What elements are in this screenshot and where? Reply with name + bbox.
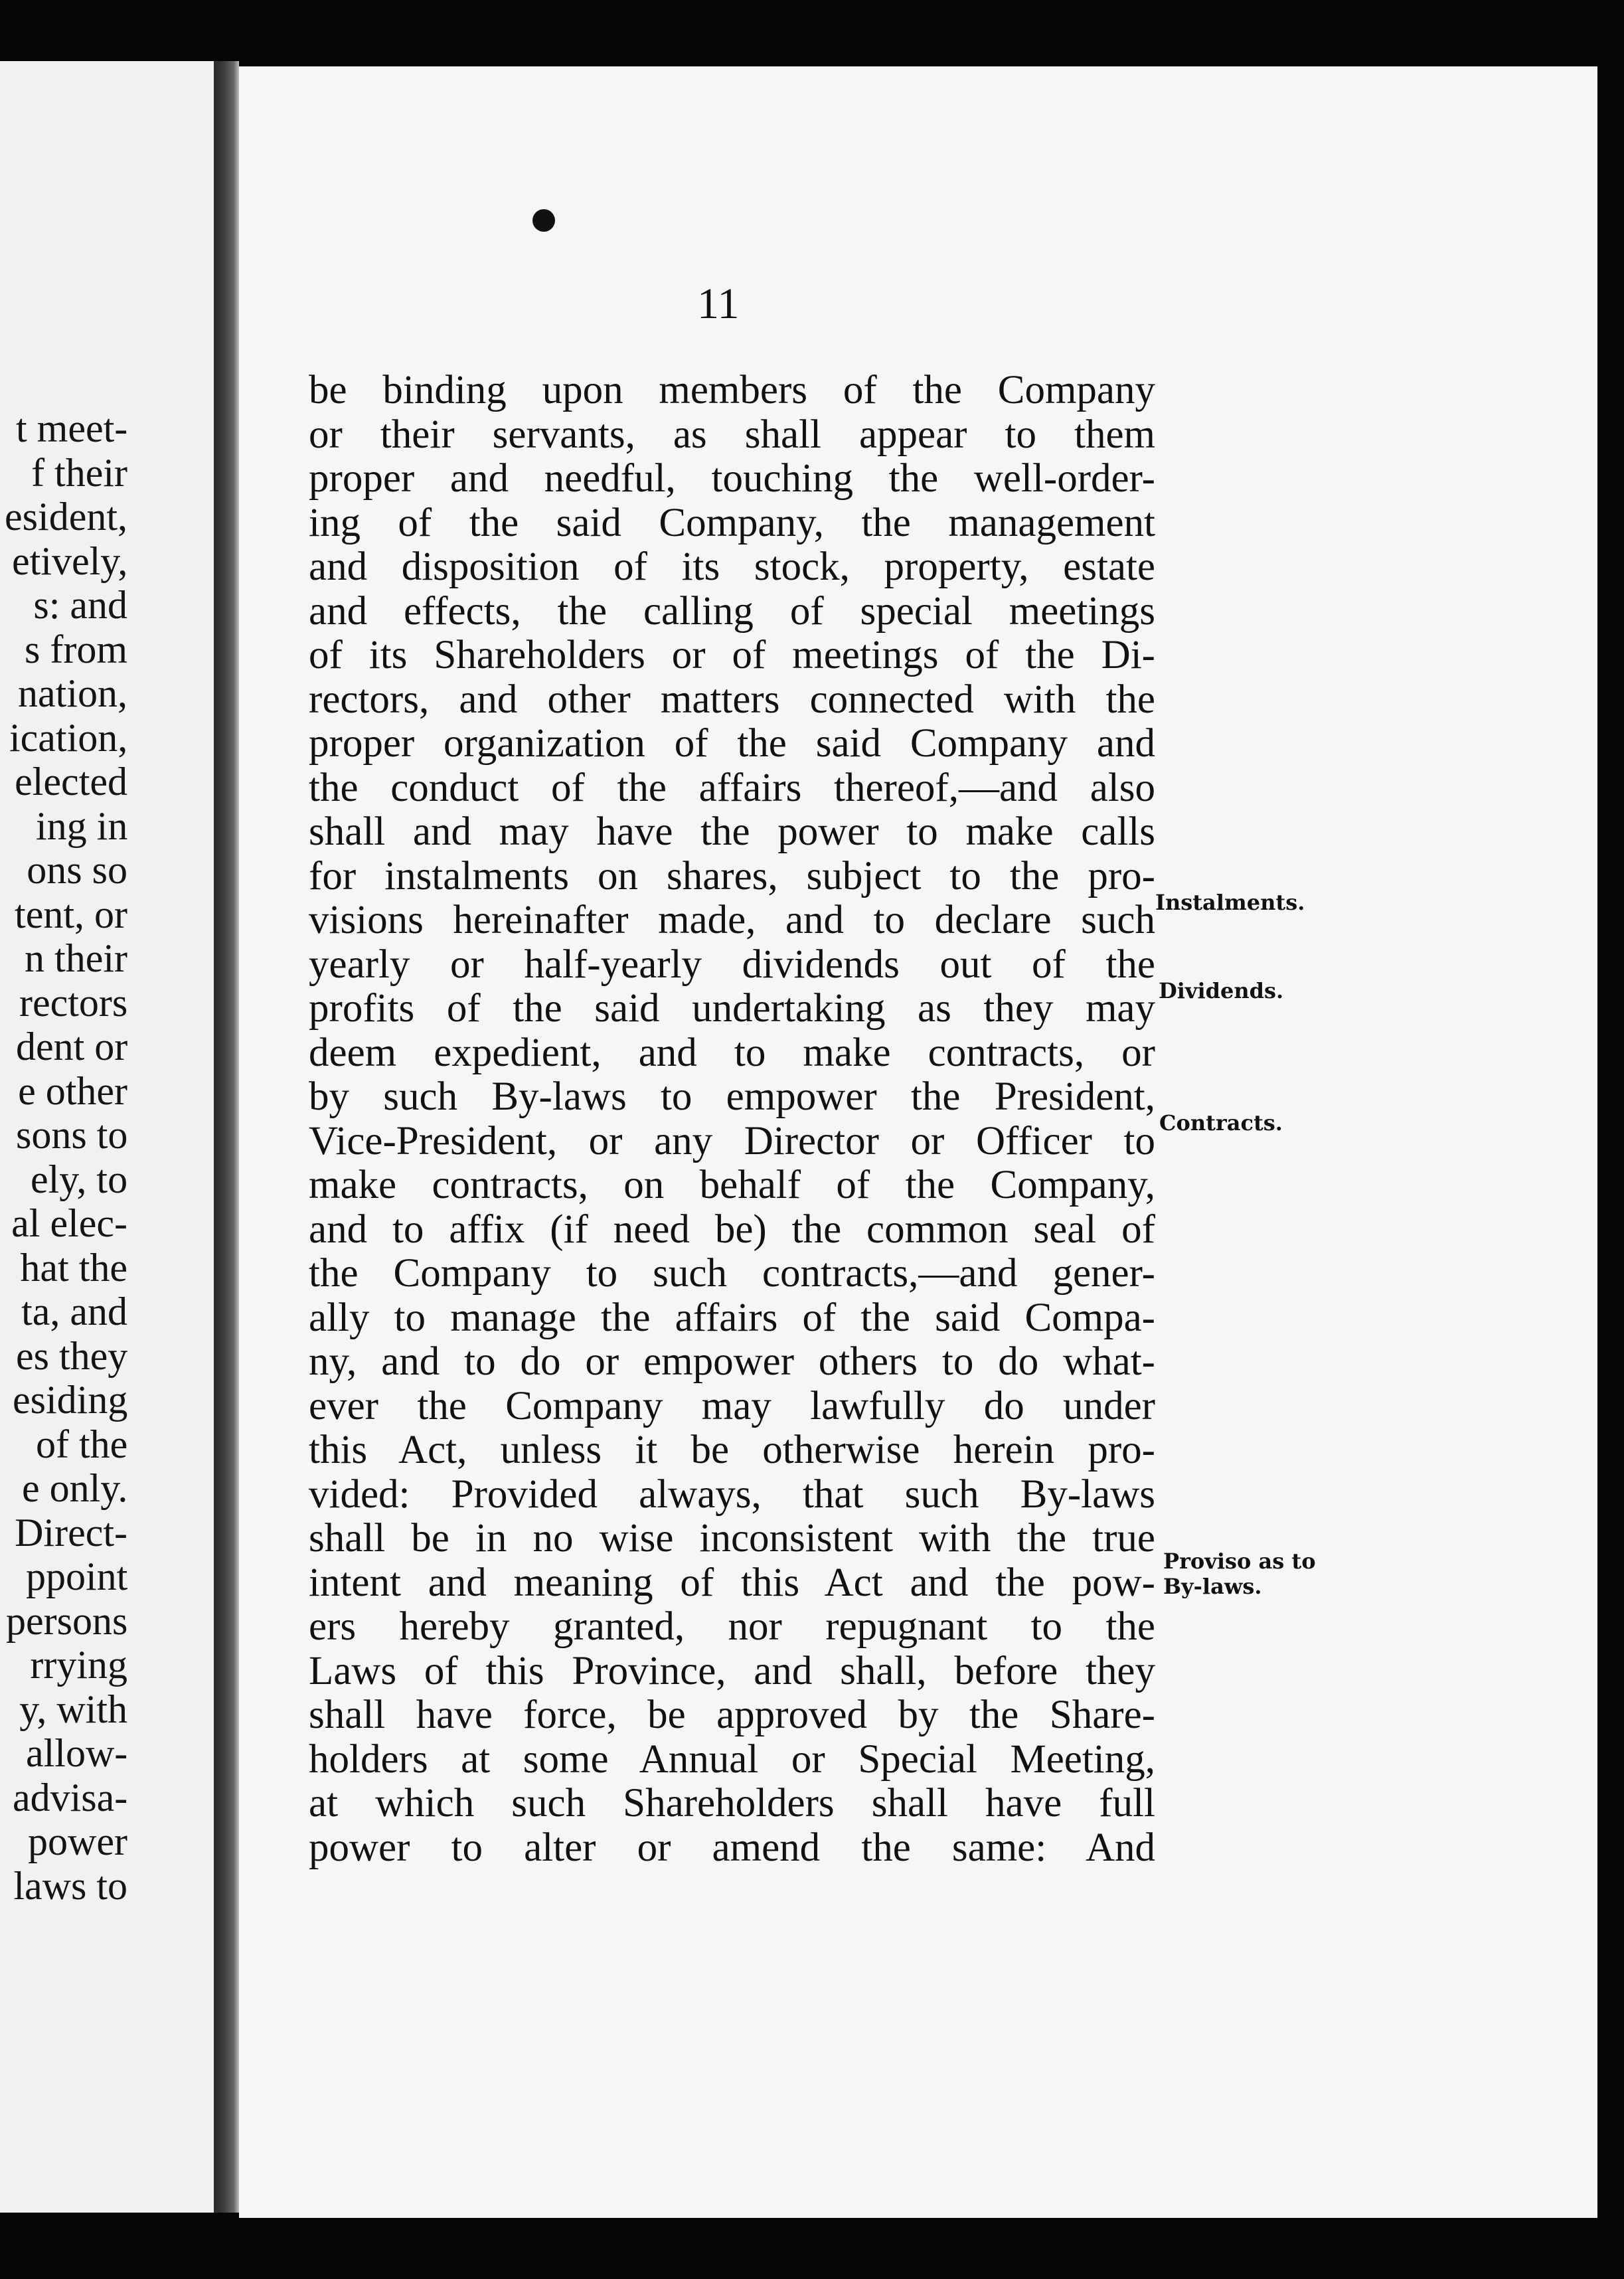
body-line: by such By-laws to empower the President, — [309, 1074, 1155, 1119]
body-line: shall and may have the power to make calls — [309, 809, 1155, 854]
left-page-line: f their — [31, 450, 127, 495]
left-page-line: rrying — [30, 1643, 127, 1687]
body-line: shall be in no wise inconsistent with the true — [309, 1516, 1155, 1561]
margin-note-proviso-line2: By-laws. — [1163, 1574, 1262, 1599]
left-page-line: s from — [25, 627, 127, 671]
left-page-line: advisa- — [13, 1775, 128, 1819]
left-page-line: rectors — [19, 980, 128, 1025]
left-page-line: ely, to — [31, 1157, 128, 1201]
left-page-line: e other — [18, 1068, 127, 1113]
body-line: at which such Shareholders shall have full — [309, 1781, 1155, 1825]
left-page-line: power — [28, 1819, 127, 1863]
body-line: ing of the said Company, the management — [309, 500, 1155, 545]
body-line: shall have force, be approved by the Share- — [309, 1693, 1155, 1737]
body-line: ny, and to do or empower others to do what- — [309, 1339, 1155, 1384]
left-page-line: esiding — [13, 1378, 128, 1422]
body-line: power to alter or amend the same: And — [309, 1825, 1155, 1870]
left-page-line: hat the — [20, 1245, 127, 1290]
body-line: rectors, and other matters connected with the — [309, 677, 1155, 722]
left-facing-page — [0, 61, 214, 2213]
left-page-line: ication, — [9, 715, 128, 760]
left-page-line: s: and — [33, 583, 127, 627]
body-line: the conduct of the affairs thereof,—and also — [309, 765, 1155, 810]
left-page-line: sons to — [16, 1113, 128, 1157]
left-page-line: Direct- — [15, 1510, 127, 1555]
body-line: holders at some Annual or Special Meeting, — [309, 1736, 1155, 1782]
margin-note-proviso-line1: Proviso as to — [1163, 1549, 1316, 1574]
left-page-line: y, with — [19, 1687, 127, 1731]
body-line: and disposition of its stock, property, estate — [309, 545, 1155, 589]
body-line: proper organization of the said Company and — [309, 721, 1155, 766]
body-line: make contracts, on behalf of the Company, — [309, 1163, 1155, 1207]
body-line: visions hereinafter made, and to declare such — [309, 898, 1155, 942]
left-page-line: n their — [25, 936, 127, 980]
ink-dot — [532, 209, 555, 232]
body-line: ally to manage the affairs of the said Compa- — [309, 1295, 1155, 1340]
left-page-line: etively, — [12, 539, 128, 583]
body-line: deem expedient, and to make contracts, or — [309, 1030, 1155, 1075]
left-page-line: t meet- — [16, 406, 128, 450]
left-page-line: ppoint — [26, 1555, 128, 1598]
left-page-line: nation, — [18, 671, 127, 715]
left-page-line: es they — [16, 1333, 128, 1378]
left-page-line: allow- — [26, 1731, 128, 1775]
left-page-line: of the — [36, 1422, 128, 1466]
body-line: this Act, unless it be otherwise herein pro- — [309, 1428, 1155, 1472]
left-page-line: dent or — [16, 1025, 128, 1068]
body-line: Vice-President, or any Director or Officer to — [309, 1118, 1155, 1163]
left-page-line: elected — [15, 760, 127, 803]
left-page-line: ons so — [27, 848, 127, 892]
book-gutter — [214, 61, 239, 2213]
body-line: intent and meaning of this Act and the pow- — [309, 1560, 1155, 1605]
right-page — [239, 66, 1597, 2218]
body-line: and to affix (if need be) the common seal of — [309, 1207, 1155, 1252]
margin-note-contracts: Contracts. — [1159, 1110, 1283, 1136]
body-line: yearly or half-yearly dividends out of the — [309, 942, 1155, 987]
body-text — [309, 369, 1155, 1870]
body-line: vided: Provided always, that such By-laws — [309, 1472, 1155, 1517]
body-line: Laws of this Province, and shall, before they — [309, 1648, 1155, 1693]
left-page-line: persons — [6, 1598, 128, 1643]
left-page-line: e only. — [22, 1466, 128, 1510]
page-number: 11 — [697, 280, 740, 328]
body-line: for instalments on shares, subject to the pro- — [309, 853, 1155, 898]
left-page-line: ing in — [36, 803, 128, 848]
body-line: the Company to such contracts,—and gener- — [309, 1251, 1155, 1296]
body-line: profits of the said undertaking as they may — [309, 986, 1155, 1031]
left-page-line: laws to — [13, 1863, 127, 1908]
body-line: and effects, the calling of special meetings — [309, 588, 1155, 633]
left-page-line: al elec- — [11, 1201, 127, 1245]
margin-note-dividends: Dividends. — [1159, 978, 1284, 1003]
body-line: of its Shareholders or of meetings of the Di- — [309, 633, 1155, 677]
body-line: or their servants, as shall appear to them — [309, 412, 1155, 457]
left-page-line: esident, — [5, 495, 127, 539]
body-line: be binding upon members of the Company — [309, 368, 1155, 412]
body-line: ever the Company may lawfully do under — [309, 1383, 1155, 1428]
left-page-line: tent, or — [15, 892, 127, 936]
left-page-line: ta, and — [21, 1290, 127, 1333]
body-line: proper and needful, touching the well-order- — [309, 456, 1155, 501]
margin-note-instalments: Instalments. — [1155, 890, 1305, 915]
body-line: ers hereby granted, nor repugnant to the — [309, 1604, 1155, 1649]
